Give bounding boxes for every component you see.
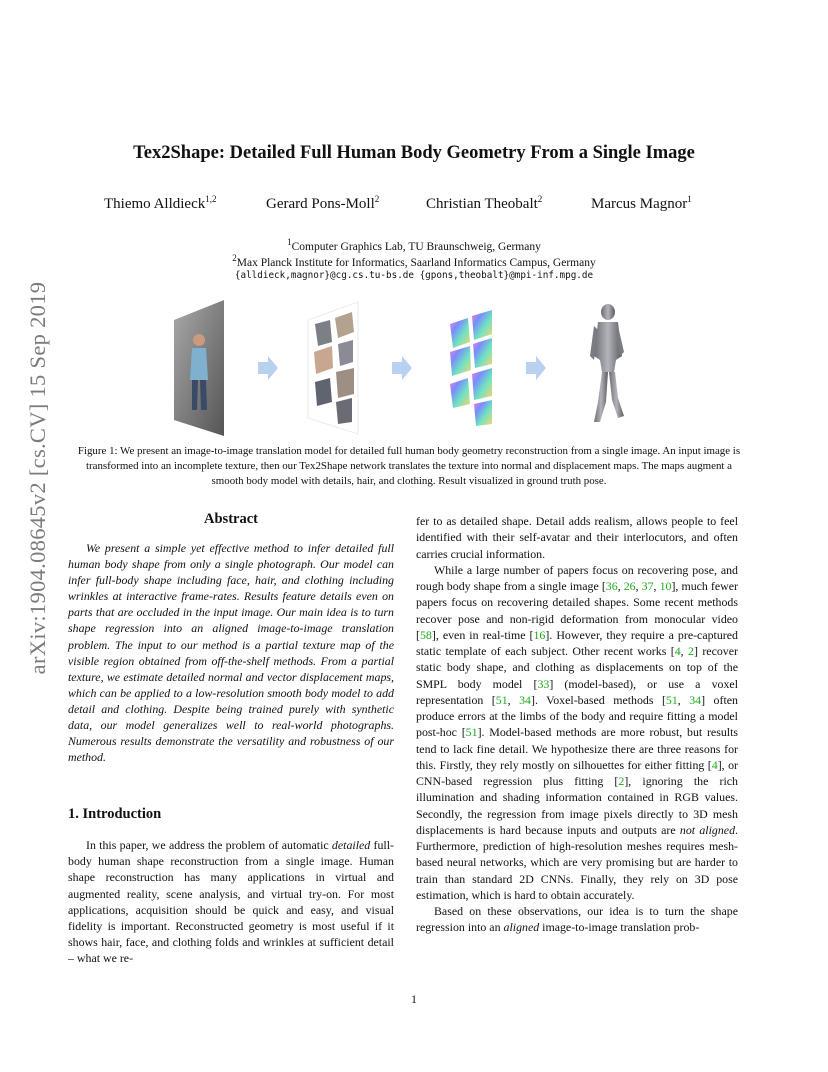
citation-link[interactable]: 58 [419, 627, 432, 642]
page-number: 1 [411, 992, 417, 1006]
arxiv-watermark: arXiv:1904.08645v2 [cs.CV] 15 Sep 2019 [25, 281, 50, 675]
author-3 [426, 194, 542, 213]
affiliation-text: Max Planck Institute for Informatics, Saarland Informatics Campus, Germany [236, 256, 596, 269]
citation-link[interactable]: 33 [537, 676, 550, 691]
citation-link[interactable]: 4 [674, 644, 681, 658]
author-name: Marcus Magnor [591, 196, 688, 212]
introduction-text-left [68, 837, 394, 967]
author-name: Gerard Pons-Moll [266, 196, 375, 212]
citation-link[interactable]: 37 [641, 579, 654, 593]
paragraph: In this paper, we address the problem of automatic detailed full-body human shape reconstruction from a single image. Human shape reconstruction has many applications in virtual and augmented reality, scene analysis, and virtual try-on. For most applications, acquisition should be quick and easy, and visual fidelity is important. Reconstructed geometry is most useful if it shows hair, face, and clothing folds and wrinkles at sufficient detail – what we re- [68, 838, 394, 966]
paragraph: fer to as detailed shape. Detail adds realism, allows people to feel identified with their self-avatar and their interlocutors, and often carries crucial information. [416, 514, 738, 561]
arrow-right-icon [392, 356, 412, 380]
normal-displacement-maps [446, 302, 496, 434]
affiliation-2 [0, 253, 828, 269]
citation-link[interactable]: 51 [665, 692, 678, 707]
citation-link[interactable]: 26 [623, 579, 636, 593]
author-name: Thiemo Alldieck [104, 196, 206, 212]
abstract-text [68, 540, 394, 765]
introduction-text-right [416, 513, 738, 936]
author-1 [104, 194, 216, 213]
citation-link[interactable]: 34 [519, 692, 531, 707]
citation-link[interactable]: 4 [711, 757, 718, 772]
citation-link[interactable]: 2 [688, 644, 694, 658]
affiliation-mark: 1 [287, 237, 292, 247]
abstract-paragraph: We present a simple yet effective method to infer detailed full human body shape from only a single photograph. Our model can infer full-body shape including face, hair, and clothing including wrinkles at interactive frame-rates. Results feature details even on parts that are occluded in the input image. Our main idea is to turn shape regression into an aligned image-to-image translation problem. The input to our method is a partial texture map of the visible region obtained from off-the-shelf methods. From a partial texture, we estimate detailed normal and vector displacement maps, which can be applied to a low-resolution smooth body model to add detail and clothing. Despite being trained purely with synthetic data, our model generalizes well to real-world photographs. Numerous results demonstrate the versatility and robustness of our method. [68, 541, 394, 765]
affiliation-mark: 2 [232, 253, 237, 263]
author-affiliation-mark: 1 [687, 194, 692, 204]
arrow-right-icon [258, 356, 278, 380]
partial-texture-map [308, 302, 358, 434]
author-emails: {alldieck,magnor}@cg.cs.tu-bs.de {gpons,theobalt}@mpi-inf.mpg.de [234, 270, 594, 281]
author-4 [591, 194, 692, 213]
citation-link[interactable]: 51 [495, 692, 508, 707]
introduction-heading: 1. Introduction [68, 806, 162, 822]
affiliation-1 [0, 237, 828, 253]
figure-1-pipeline [170, 298, 670, 438]
author-name: Christian Theobalt [426, 196, 538, 212]
citation-link[interactable]: 36 [605, 579, 618, 593]
author-2 [266, 194, 379, 213]
citation-link[interactable]: 10 [659, 579, 672, 593]
input-photo [174, 300, 224, 436]
author-affiliation-mark: 2 [374, 194, 380, 204]
figure-caption: Figure 1: We present an image-to-image translation model for detailed full human body geometry reconstruction from a single image. An input image is transformed into an incomplete texture, then our Tex2Shape network translates the texture into normal and displacement maps. The maps augment a smooth body model with details, hair, and clothing. Result visualized in ground truth pose. [77, 445, 741, 487]
author-affiliation-mark: 1,2 [205, 194, 217, 204]
citation-link[interactable]: 2 [618, 774, 625, 788]
arrow-right-icon [526, 356, 546, 380]
citation-link[interactable]: 34 [689, 692, 702, 707]
author-affiliation-mark: 2 [537, 194, 543, 204]
reconstructed-mesh [590, 304, 624, 422]
affiliation-text: Computer Graphics Lab, TU Braunschweig, Germany [291, 240, 541, 253]
paper-title: Tex2Shape: Detailed Full Human Body Geometry From a Single Image [133, 143, 695, 163]
citation-link[interactable]: 51 [465, 725, 478, 740]
paragraph: Based on these observations, our idea is to turn the shape regression into an aligned image-to-image translation prob- [416, 904, 738, 935]
citation-link[interactable]: 16 [533, 627, 546, 642]
abstract-heading: Abstract [204, 511, 258, 527]
paragraph: While a large number of papers focus on recovering pose, and rough body shape from a single image [36, 26, 37, 10], much fewer papers focus on recovering detailed shapes. Some recent methods recover pose and non-rigid deformation from monocular video [58], even in real-time [16]. However, they require a pre-captured static template of each subject. Other recent works [4, 2] recover static body shape, and clothing as displacements on top of the SMPL body model [33] (model-based), or use a voxel representation [51, 34]. Voxel-based methods [51, 34] often produce errors at the limbs of the body and require fitting a model post-hoc [51]. Model-based methods are more robust, but results tend to lack fine detail. We hypothesize there are three reasons for this. Firstly, they rely mostly on silhouettes for either fitting [4], or CNN-based regression plus fitting [2], ignoring the rich illumination and shading information contained in RGB values. Secondly, the regression from image pixels directly to 3D mesh displacements is hard because inputs and outputs are not aligned. Furthermore, prediction of high-resolution meshes requires mesh-based neural networks, which are very promising but are harder to train than standard 2D CNNs. Finally, they rely on 3D pose estimation, which is hard to obtain accurately. [416, 562, 739, 902]
